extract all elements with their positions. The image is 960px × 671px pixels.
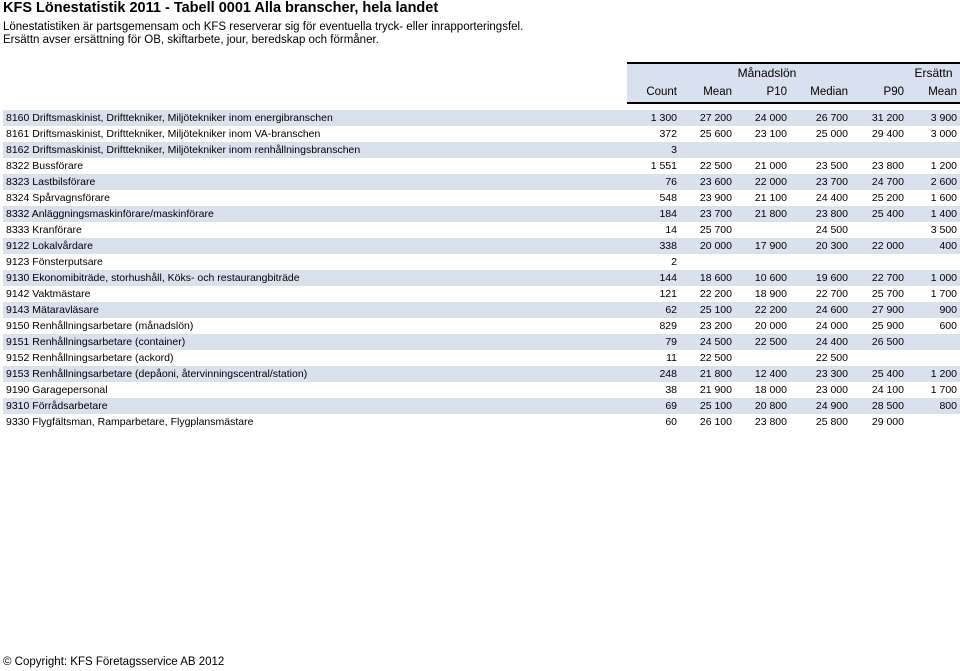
table-row — [3, 238, 960, 254]
value-cell-p10: 21 800 — [735, 206, 790, 222]
table-row — [3, 382, 960, 398]
value-cell-count: 144 — [627, 270, 680, 286]
value-cell-median: 24 600 — [790, 302, 851, 318]
value-cell-mean: 26 100 — [699, 416, 732, 428]
value-cell-mean: 21 800 — [680, 366, 735, 382]
value-cell-mean: 25 100 — [680, 398, 735, 414]
column-header-median: Median — [790, 83, 851, 103]
column-header-ersattn-mean: Mean — [907, 83, 960, 103]
occupation-cell: 9123 Fönsterputsare — [6, 256, 103, 268]
value-cell-p90: 22 000 — [851, 238, 907, 254]
value-cell-mean — [680, 254, 735, 270]
value-cell-p90 — [851, 222, 907, 238]
value-cell-ers_mean: 900 — [907, 302, 960, 318]
value-cell-count: 1 551 — [650, 160, 677, 172]
value-cell-median: 20 300 — [790, 238, 851, 254]
value-cell-ers_mean: 3 900 — [907, 110, 960, 126]
value-cell-count: 829 — [659, 320, 677, 332]
value-cell-p10: 21 000 — [754, 160, 787, 172]
value-cell-p10: 10 600 — [735, 270, 790, 286]
table-row — [3, 302, 960, 318]
table-row — [3, 366, 960, 382]
value-cell-ers_mean: 3 000 — [930, 128, 957, 140]
value-cell-count: 11 — [666, 352, 677, 364]
value-cell-count: 2 — [671, 256, 677, 268]
table-row — [3, 270, 960, 286]
value-cell-p90: 25 200 — [871, 192, 904, 204]
occupation-cell: 8322 Bussförare — [6, 160, 84, 172]
value-cell-count: 3 — [627, 142, 680, 158]
value-cell-ers_mean: 1 700 — [930, 288, 957, 300]
value-cell-count: 76 — [627, 174, 680, 190]
value-cell-p90: 24 700 — [851, 174, 907, 190]
value-cell-median: 24 900 — [790, 398, 851, 414]
value-cell-count: 248 — [627, 366, 680, 382]
group-header-ersattn: Ersättn — [907, 63, 960, 83]
value-cell-median: 23 000 — [815, 384, 848, 396]
table-row — [3, 174, 960, 190]
value-cell-median: 22 500 — [815, 352, 848, 364]
value-cell-p10: 18 900 — [754, 288, 787, 300]
value-cell-ers_mean: 1 000 — [907, 270, 960, 286]
value-cell-mean: 25 700 — [699, 224, 732, 236]
value-cell-median: 22 700 — [815, 288, 848, 300]
value-cell-p90: 26 500 — [851, 334, 907, 350]
value-cell-p90: 23 800 — [871, 160, 904, 172]
value-cell-ers_mean — [907, 142, 960, 158]
value-cell-median: 24 400 — [790, 334, 851, 350]
value-cell-p90: 28 500 — [851, 398, 907, 414]
value-cell-median: 23 500 — [815, 160, 848, 172]
value-cell-mean: 22 500 — [699, 160, 732, 172]
value-cell-count: 121 — [659, 288, 677, 300]
value-cell-mean: 23 600 — [680, 174, 735, 190]
occupation-cell: 9143 Mätaravläsare — [3, 302, 627, 318]
value-cell-count: 548 — [659, 192, 677, 204]
value-cell-ers_mean: 400 — [907, 238, 960, 254]
value-cell-count: 14 — [665, 224, 677, 236]
occupation-cell: 9152 Renhållningsarbetare (ackord) — [6, 352, 174, 364]
column-header-p90: P90 — [851, 83, 907, 103]
value-cell-ers_mean — [907, 414, 960, 430]
value-cell-p10 — [735, 222, 790, 238]
value-cell-p10: 22 200 — [735, 302, 790, 318]
value-cell-mean: 18 600 — [680, 270, 735, 286]
table-row — [3, 190, 960, 206]
value-cell-median: 24 400 — [815, 192, 848, 204]
value-cell-p10: 23 100 — [754, 128, 787, 140]
value-cell-ers_mean: 1 700 — [930, 384, 957, 396]
occupation-cell: 9190 Garagepersonal — [6, 384, 108, 396]
value-cell-p10: 23 800 — [754, 416, 787, 428]
disclaimer-text: Lönestatistiken är partsgemensam och KFS reserverar sig för eventuella tryck- eller inrapporteringsfel. — [3, 21, 524, 33]
value-cell-p90 — [851, 254, 907, 270]
value-cell-p10: 22 500 — [735, 334, 790, 350]
value-cell-ers_mean: 1 400 — [907, 206, 960, 222]
value-cell-mean: 27 200 — [680, 110, 735, 126]
value-cell-mean — [680, 142, 735, 158]
value-cell-ers_mean: 2 600 — [907, 174, 960, 190]
value-cell-median: 23 300 — [790, 366, 851, 382]
header-spacer — [3, 103, 960, 110]
value-cell-ers_mean — [907, 350, 960, 366]
value-cell-median — [790, 142, 851, 158]
table-row — [3, 414, 960, 430]
value-cell-p10: 22 000 — [735, 174, 790, 190]
value-cell-p90 — [851, 142, 907, 158]
value-cell-p10: 17 900 — [735, 238, 790, 254]
value-cell-median: 25 000 — [815, 128, 848, 140]
table-row — [3, 254, 960, 270]
value-cell-median: 23 800 — [790, 206, 851, 222]
column-header-p10: P10 — [735, 83, 790, 103]
value-cell-p90: 25 400 — [851, 206, 907, 222]
value-cell-mean: 22 200 — [699, 288, 732, 300]
page-title: KFS Lönestatistik 2011 - Tabell 0001 Alla branscher, hela landet — [3, 0, 439, 16]
table-row — [3, 110, 960, 126]
value-cell-ers_mean: 3 500 — [930, 224, 957, 236]
table-row — [3, 318, 960, 334]
value-cell-mean: 23 700 — [680, 206, 735, 222]
value-cell-mean: 20 000 — [680, 238, 735, 254]
value-cell-ers_mean: 1 600 — [930, 192, 957, 204]
value-cell-p90: 31 200 — [851, 110, 907, 126]
value-cell-p10 — [735, 254, 790, 270]
value-cell-p90: 25 900 — [871, 320, 904, 332]
value-cell-ers_mean — [907, 254, 960, 270]
occupation-cell: 9130 Ekonomibiträde, storhushåll, Köks- och restaurangbiträde — [3, 270, 627, 286]
value-cell-median: 24 000 — [815, 320, 848, 332]
table-row — [3, 398, 960, 414]
value-cell-p10: 12 400 — [735, 366, 790, 382]
value-cell-median: 25 800 — [815, 416, 848, 428]
column-header-row — [3, 83, 960, 103]
value-cell-mean: 23 200 — [699, 320, 732, 332]
occupation-cell: 8323 Lastbilsförare — [3, 174, 627, 190]
value-cell-mean: 25 600 — [699, 128, 732, 140]
table-row — [3, 158, 960, 174]
ersattn-note: Ersättn avser ersättning för OB, skiftarbete, jour, beredskap och förmåner. — [3, 34, 379, 46]
table-row — [3, 350, 960, 366]
value-cell-p10: 20 000 — [754, 320, 787, 332]
value-cell-count: 38 — [665, 384, 677, 396]
group-header-manadslon: Månadslön — [627, 63, 907, 83]
value-cell-median — [790, 254, 851, 270]
value-cell-p90: 25 400 — [851, 366, 907, 382]
value-cell-count: 1 300 — [627, 110, 680, 126]
value-cell-count: 62 — [627, 302, 680, 318]
column-header-mean: Mean — [680, 83, 735, 103]
value-cell-p90: 24 100 — [871, 384, 904, 396]
value-cell-count: 184 — [627, 206, 680, 222]
value-cell-p10 — [735, 350, 790, 366]
value-cell-p90: 27 900 — [851, 302, 907, 318]
value-cell-median: 23 700 — [790, 174, 851, 190]
table-row — [3, 286, 960, 302]
value-cell-count: 79 — [627, 334, 680, 350]
occupation-cell: 8161 Driftsmaskinist, Drifttekniker, Miljötekniker inom VA-branschen — [6, 128, 321, 140]
occupation-cell: 9150 Renhållningsarbetare (månadslön) — [6, 320, 194, 332]
occupation-cell: 8162 Driftsmaskinist, Drifttekniker, Miljötekniker inom renhållningsbranschen — [3, 142, 627, 158]
column-header-count: Count — [627, 83, 680, 103]
value-cell-count: 338 — [627, 238, 680, 254]
group-header-row — [3, 63, 960, 83]
value-cell-count: 372 — [659, 128, 677, 140]
occupation-cell: 8332 Anläggningsmaskinförare/maskinförare — [3, 206, 627, 222]
value-cell-ers_mean: 600 — [939, 320, 957, 332]
value-cell-mean: 21 900 — [699, 384, 732, 396]
table-row — [3, 222, 960, 238]
value-cell-mean: 23 900 — [699, 192, 732, 204]
value-cell-p10: 20 800 — [735, 398, 790, 414]
table-row — [3, 142, 960, 158]
value-cell-ers_mean — [907, 334, 960, 350]
value-cell-median: 19 600 — [790, 270, 851, 286]
value-cell-p10: 18 000 — [754, 384, 787, 396]
value-cell-mean: 25 100 — [680, 302, 735, 318]
value-cell-ers_mean: 1 200 — [907, 366, 960, 382]
value-cell-p10: 24 000 — [735, 110, 790, 126]
value-cell-ers_mean: 1 200 — [930, 160, 957, 172]
table-row — [3, 334, 960, 350]
value-cell-count: 60 — [665, 416, 677, 428]
value-cell-count: 69 — [627, 398, 680, 414]
occupation-cell: 9142 Vaktmästare — [6, 288, 91, 300]
value-cell-mean: 22 500 — [699, 352, 732, 364]
table-row — [3, 206, 960, 222]
value-cell-p90: 29 000 — [871, 416, 904, 428]
occupation-cell: 9310 Förrådsarbetare — [3, 398, 627, 414]
value-cell-p90: 29 400 — [871, 128, 904, 140]
occupation-cell: 8324 Spårvagnsförare — [6, 192, 110, 204]
value-cell-p10: 21 100 — [754, 192, 787, 204]
value-cell-median: 26 700 — [790, 110, 851, 126]
value-cell-mean: 24 500 — [680, 334, 735, 350]
value-cell-p90 — [851, 350, 907, 366]
occupation-cell: 9151 Renhållningsarbetare (container) — [3, 334, 627, 350]
salary-table — [3, 62, 960, 430]
occupation-cell: 9330 Flygfältsman, Ramparbetare, Flygplansmästare — [6, 416, 254, 428]
occupation-cell: 9122 Lokalvårdare — [3, 238, 627, 254]
value-cell-median: 24 500 — [815, 224, 848, 236]
copyright-footer: © Copyright: KFS Företagsservice AB 2012 — [3, 656, 225, 668]
occupation-cell: 8160 Driftsmaskinist, Drifttekniker, Miljötekniker inom energibranschen — [3, 110, 627, 126]
value-cell-ers_mean: 800 — [907, 398, 960, 414]
occupation-cell: 9153 Renhållningsarbetare (depåoni, återvinningscentral/station) — [3, 366, 627, 382]
value-cell-p90: 22 700 — [851, 270, 907, 286]
occupation-cell: 8333 Kranförare — [6, 224, 82, 236]
table-row — [3, 126, 960, 142]
value-cell-p90: 25 700 — [871, 288, 904, 300]
value-cell-p10 — [735, 142, 790, 158]
